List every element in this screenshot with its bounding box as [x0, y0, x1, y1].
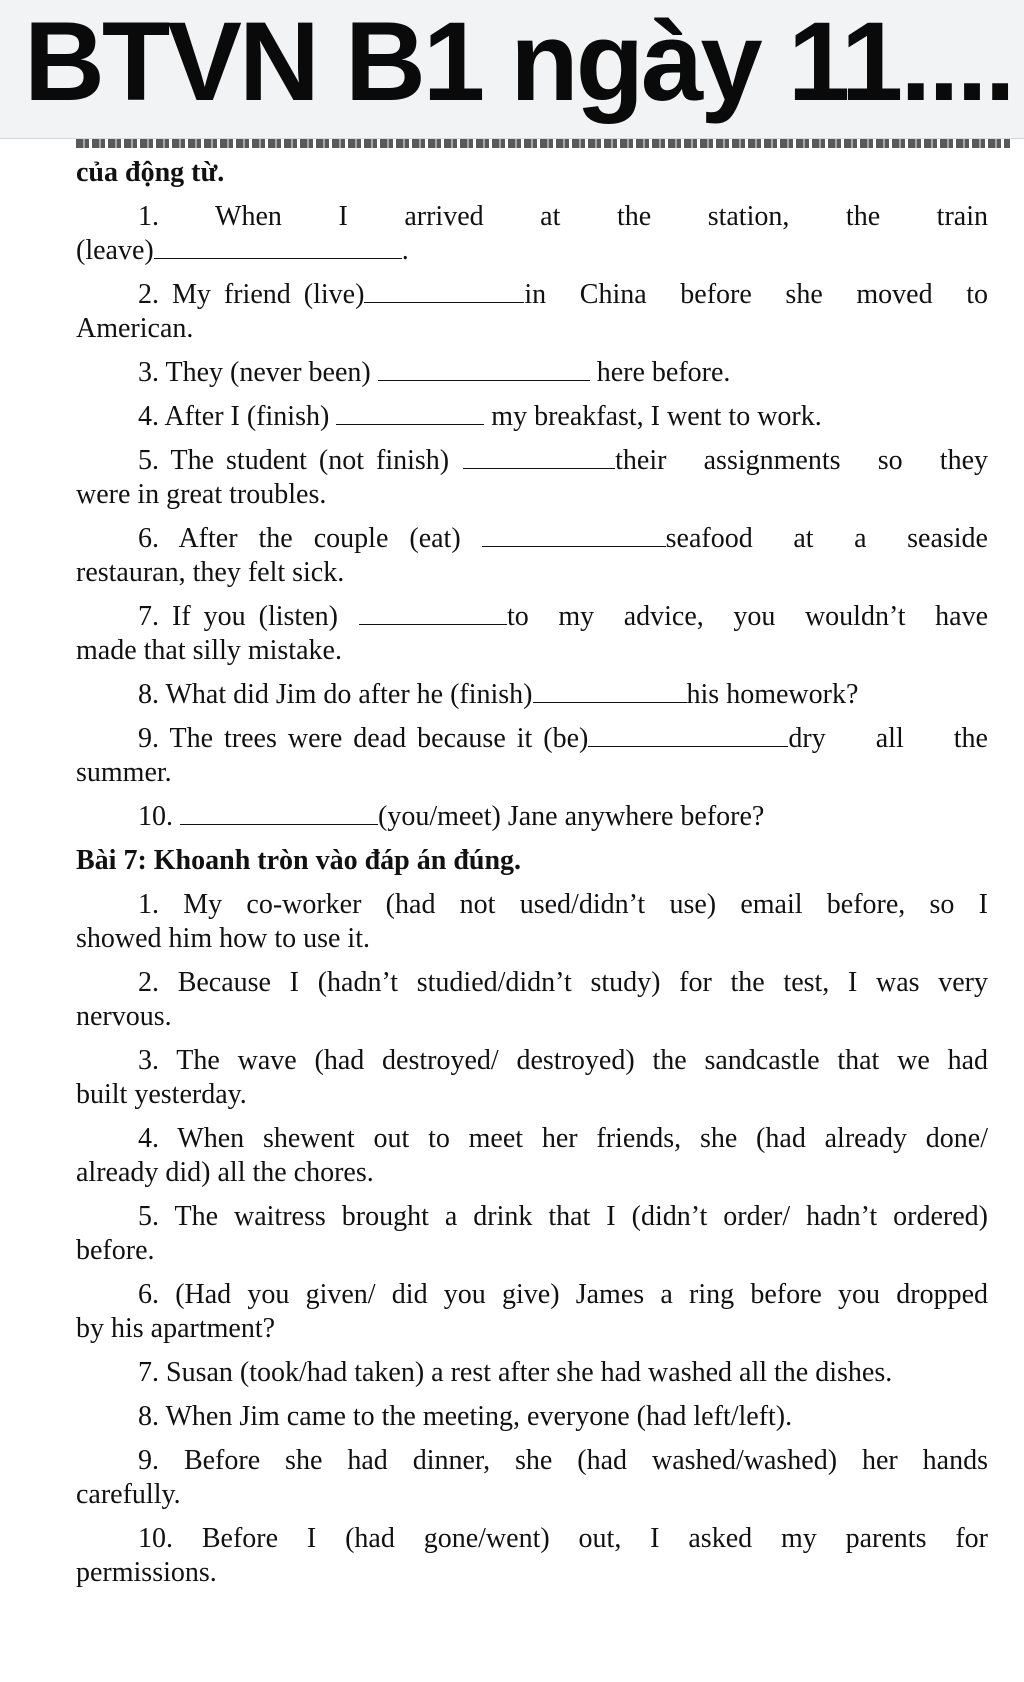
ex6-item-8	[76, 676, 988, 713]
ex6-item-6-line-2: restauran, they felt sick.	[76, 557, 345, 588]
ex7-item-2-line-2: nervous.	[76, 1001, 172, 1032]
ex6-item-5-blank[interactable]	[463, 442, 615, 469]
ex7-item-4-line-2: already did) all the chores.	[76, 1157, 374, 1188]
ex6-item-7-pre: 7. If you (listen)	[138, 601, 338, 632]
instruction-tail: của động từ.	[76, 157, 225, 188]
ex6-item-3-post: here before.	[596, 357, 731, 388]
ex6-item-6-post: seafood at a seaside	[665, 523, 988, 554]
post-title-bar	[0, 0, 1024, 139]
ex6-item-5-line-2: were in great troubles.	[76, 479, 327, 510]
ex6-item-10-pre: 10.	[138, 801, 173, 832]
ex7-item-5-line-2: before.	[76, 1235, 155, 1266]
ex6-item-2-post: in China before she moved to	[524, 279, 988, 310]
ex6-item-6-blank[interactable]	[482, 520, 666, 547]
ex6-item-3	[76, 354, 988, 391]
ex7-item-5-line-1: 5. The waitress brought a drink that I (didn’t order/ hadn’t ordered)	[138, 1201, 988, 1232]
ex6-item-5-post: their assignments so they	[615, 445, 988, 476]
ex6-item-1-end: .	[401, 235, 409, 266]
ex6-item-7-post: to my advice, you wouldn’t have	[506, 601, 988, 632]
ex7-item-3-line-1: 3. The wave (had destroyed/ destroyed) the sandcastle that we had	[138, 1045, 988, 1076]
ex6-item-5-line-1	[76, 442, 988, 479]
ex7-item-2-line-1: 2. Because I (hadn’t studied/didn’t study) for the test, I was very	[138, 967, 988, 998]
ex6-item-3-pre: 3. They (never been)	[138, 357, 371, 388]
ex6-item-2-line-1	[76, 276, 988, 313]
ex6-item-1-blank[interactable]	[154, 232, 402, 259]
cropped-text-fragment	[76, 139, 1010, 148]
ex6-item-6-pre: 6. After the couple (eat)	[138, 523, 461, 554]
ex6-item-9-blank[interactable]	[588, 720, 788, 747]
ex6-item-8-post: his homework?	[686, 679, 859, 710]
ex7-item-10-line-2: permissions.	[76, 1557, 217, 1588]
ex7-heading: Bài 7: Khoanh tròn vào đáp án đúng.	[76, 845, 522, 876]
cropped-instruction-line	[76, 135, 1010, 149]
ex6-item-9-pre: 9. The trees were dead because it (be)	[138, 723, 589, 754]
ex7-item-9-line-1: 9. Before she had dinner, she (had washed/washed) her hands	[138, 1445, 988, 1476]
ex6-item-2-blank[interactable]	[364, 276, 524, 303]
ex6-item-9-line-2: summer.	[76, 757, 172, 788]
ex7-item-4-line-1: 4. When shewent out to meet her friends, she (had already done/	[138, 1123, 988, 1154]
ex6-item-10	[76, 798, 988, 835]
ex6-item-7-line-2: made that silly mistake.	[76, 635, 342, 666]
ex6-item-4-post: my breakfast, I went to work.	[491, 401, 822, 432]
ex6-item-4-blank[interactable]	[336, 398, 484, 425]
ex7-item-8: 8. When Jim came to the meeting, everyone (had left/left).	[138, 1401, 793, 1432]
ex6-item-5-pre: 5. The student (not finish)	[138, 445, 450, 476]
ex6-item-6-line-1	[76, 520, 988, 557]
ex6-item-9-line-1	[76, 720, 988, 757]
ex7-item-7: 7. Susan (took/had taken) a rest after she had washed all the dishes.	[138, 1357, 893, 1388]
ex7-item-9-line-2: carefully.	[76, 1479, 181, 1510]
ex6-item-3-blank[interactable]	[378, 354, 590, 381]
ex6-item-7-line-1	[76, 598, 988, 635]
ex6-item-8-pre: 8. What did Jim do after he (finish)	[138, 679, 533, 710]
post-title: BTVN B1 ngày 11....	[24, 0, 1013, 124]
ex6-item-7-blank[interactable]	[359, 598, 507, 625]
ex6-item-1-line-1: 1. When I arrived at the station, the train	[138, 201, 988, 232]
ex6-item-9-post: dry all the	[788, 723, 988, 754]
ex6-item-8-blank[interactable]	[533, 676, 687, 703]
ex7-item-1-line-1: 1. My co-worker (had not used/didn’t use) email before, so I	[138, 889, 988, 920]
ex7-item-10-line-1: 10. Before I (had gone/went) out, I asked my parents for	[138, 1523, 988, 1554]
ex7-item-1-line-2: showed him how to use it.	[76, 923, 370, 954]
ex6-item-1-verb: (leave)	[76, 235, 154, 266]
ex6-item-1-line-2	[76, 232, 988, 269]
ex6-item-2-pre: 2. My friend (live)	[138, 279, 365, 310]
ex6-item-10-blank[interactable]	[180, 798, 378, 825]
ex7-item-3-line-2: built yesterday.	[76, 1079, 247, 1110]
ex6-item-10-post: (you/meet) Jane anywhere before?	[378, 801, 765, 832]
ex7-item-6-line-2: by his apartment?	[76, 1313, 276, 1344]
ex6-item-4-pre: 4. After I (finish)	[138, 401, 330, 432]
ex6-item-4	[76, 398, 988, 435]
ex6-item-2-line-2: American.	[76, 313, 194, 344]
ex7-item-6-line-1: 6. (Had you given/ did you give) James a ring before you dropped	[138, 1279, 988, 1310]
